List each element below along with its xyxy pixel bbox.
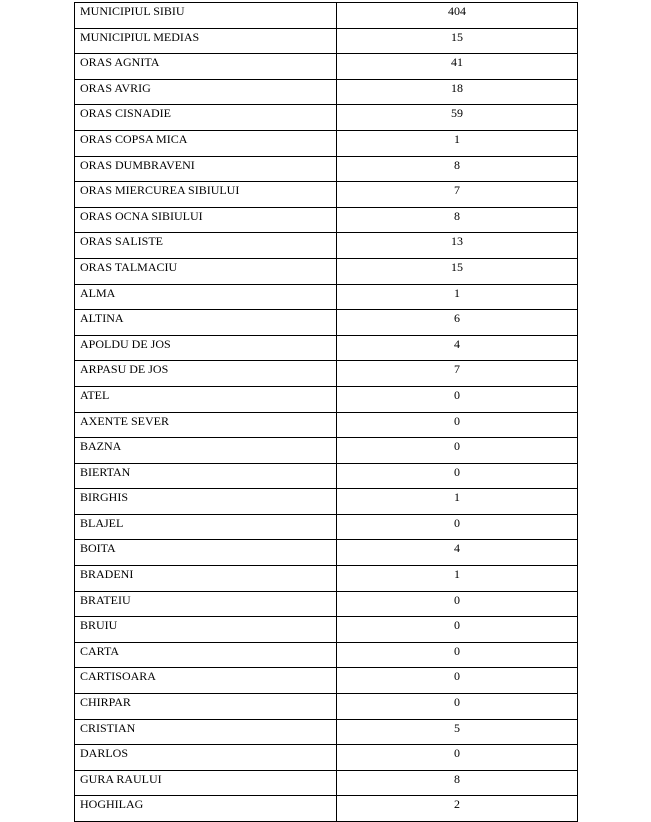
locality-name-cell: GURA RAULUI bbox=[75, 770, 337, 796]
locality-name-cell: AXENTE SEVER bbox=[75, 412, 337, 438]
table-row bbox=[75, 566, 578, 592]
locality-name-cell: ORAS COPSA MICA bbox=[75, 130, 337, 156]
locality-table bbox=[74, 2, 578, 822]
locality-value-cell: 1 bbox=[337, 284, 578, 310]
table-row bbox=[75, 79, 578, 105]
table-row bbox=[75, 694, 578, 720]
table-row bbox=[75, 361, 578, 387]
locality-value-cell: 5 bbox=[337, 719, 578, 745]
locality-value-cell: 4 bbox=[337, 335, 578, 361]
locality-name-cell: APOLDU DE JOS bbox=[75, 335, 337, 361]
table-row bbox=[75, 182, 578, 208]
table-row bbox=[75, 105, 578, 131]
table-row bbox=[75, 54, 578, 80]
locality-name-cell: BIERTAN bbox=[75, 463, 337, 489]
table-row bbox=[75, 335, 578, 361]
locality-name-cell: ORAS AVRIG bbox=[75, 79, 337, 105]
locality-value-cell: 404 bbox=[337, 3, 578, 29]
locality-value-cell: 59 bbox=[337, 105, 578, 131]
locality-name-cell: DARLOS bbox=[75, 745, 337, 771]
locality-name-cell: BOITA bbox=[75, 540, 337, 566]
locality-name-cell: ORAS CISNADIE bbox=[75, 105, 337, 131]
locality-name-cell: ORAS MIERCUREA SIBIULUI bbox=[75, 182, 337, 208]
table-body bbox=[75, 3, 578, 822]
locality-name-cell: HOGHILAG bbox=[75, 796, 337, 822]
locality-name-cell: ORAS DUMBRAVENI bbox=[75, 156, 337, 182]
locality-name-cell: BIRGHIS bbox=[75, 489, 337, 515]
locality-value-cell: 4 bbox=[337, 540, 578, 566]
table-row bbox=[75, 591, 578, 617]
locality-value-cell: 15 bbox=[337, 258, 578, 284]
table-row bbox=[75, 617, 578, 643]
locality-name-cell: BAZNA bbox=[75, 438, 337, 464]
locality-name-cell: BRADENI bbox=[75, 566, 337, 592]
locality-value-cell: 1 bbox=[337, 566, 578, 592]
locality-name-cell: BRATEIU bbox=[75, 591, 337, 617]
table-row bbox=[75, 540, 578, 566]
locality-value-cell: 8 bbox=[337, 207, 578, 233]
locality-name-cell: ATEL bbox=[75, 386, 337, 412]
locality-name-cell: ORAS AGNITA bbox=[75, 54, 337, 80]
locality-name-cell: BLAJEL bbox=[75, 514, 337, 540]
locality-name-cell: ALTINA bbox=[75, 310, 337, 336]
table-row bbox=[75, 642, 578, 668]
table-row bbox=[75, 412, 578, 438]
locality-value-cell: 0 bbox=[337, 745, 578, 771]
locality-value-cell: 0 bbox=[337, 617, 578, 643]
table-row bbox=[75, 284, 578, 310]
locality-name-cell: ORAS OCNA SIBIULUI bbox=[75, 207, 337, 233]
locality-value-cell: 6 bbox=[337, 310, 578, 336]
table-row bbox=[75, 719, 578, 745]
locality-name-cell: CARTA bbox=[75, 642, 337, 668]
locality-value-cell: 0 bbox=[337, 694, 578, 720]
locality-name-cell: CARTISOARA bbox=[75, 668, 337, 694]
locality-value-cell: 0 bbox=[337, 514, 578, 540]
locality-name-cell: ARPASU DE JOS bbox=[75, 361, 337, 387]
table-row bbox=[75, 233, 578, 259]
locality-value-cell: 0 bbox=[337, 438, 578, 464]
table-row bbox=[75, 3, 578, 29]
locality-value-cell: 0 bbox=[337, 463, 578, 489]
table-row bbox=[75, 156, 578, 182]
locality-name-cell: ALMA bbox=[75, 284, 337, 310]
locality-value-cell: 8 bbox=[337, 156, 578, 182]
locality-value-cell: 1 bbox=[337, 130, 578, 156]
table-row bbox=[75, 770, 578, 796]
table-row bbox=[75, 258, 578, 284]
locality-value-cell: 1 bbox=[337, 489, 578, 515]
locality-value-cell: 0 bbox=[337, 642, 578, 668]
table-row bbox=[75, 207, 578, 233]
table-row bbox=[75, 310, 578, 336]
table-row bbox=[75, 386, 578, 412]
locality-name-cell: MUNICIPIUL MEDIAS bbox=[75, 28, 337, 54]
locality-value-cell: 15 bbox=[337, 28, 578, 54]
table-row bbox=[75, 796, 578, 822]
locality-value-cell: 41 bbox=[337, 54, 578, 80]
locality-name-cell: ORAS SALISTE bbox=[75, 233, 337, 259]
locality-value-cell: 7 bbox=[337, 182, 578, 208]
locality-value-cell: 0 bbox=[337, 591, 578, 617]
locality-value-cell: 18 bbox=[337, 79, 578, 105]
locality-name-cell: BRUIU bbox=[75, 617, 337, 643]
table-row bbox=[75, 130, 578, 156]
locality-name-cell: MUNICIPIUL SIBIU bbox=[75, 3, 337, 29]
table-row bbox=[75, 463, 578, 489]
locality-value-cell: 0 bbox=[337, 386, 578, 412]
locality-value-cell: 0 bbox=[337, 668, 578, 694]
locality-name-cell: CRISTIAN bbox=[75, 719, 337, 745]
locality-value-cell: 8 bbox=[337, 770, 578, 796]
table-row bbox=[75, 438, 578, 464]
table-row bbox=[75, 514, 578, 540]
locality-name-cell: ORAS TALMACIU bbox=[75, 258, 337, 284]
locality-value-cell: 2 bbox=[337, 796, 578, 822]
locality-name-cell: CHIRPAR bbox=[75, 694, 337, 720]
table-row bbox=[75, 489, 578, 515]
table-row bbox=[75, 745, 578, 771]
table-row bbox=[75, 28, 578, 54]
locality-value-cell: 7 bbox=[337, 361, 578, 387]
locality-value-cell: 13 bbox=[337, 233, 578, 259]
locality-value-cell: 0 bbox=[337, 412, 578, 438]
table-row bbox=[75, 668, 578, 694]
